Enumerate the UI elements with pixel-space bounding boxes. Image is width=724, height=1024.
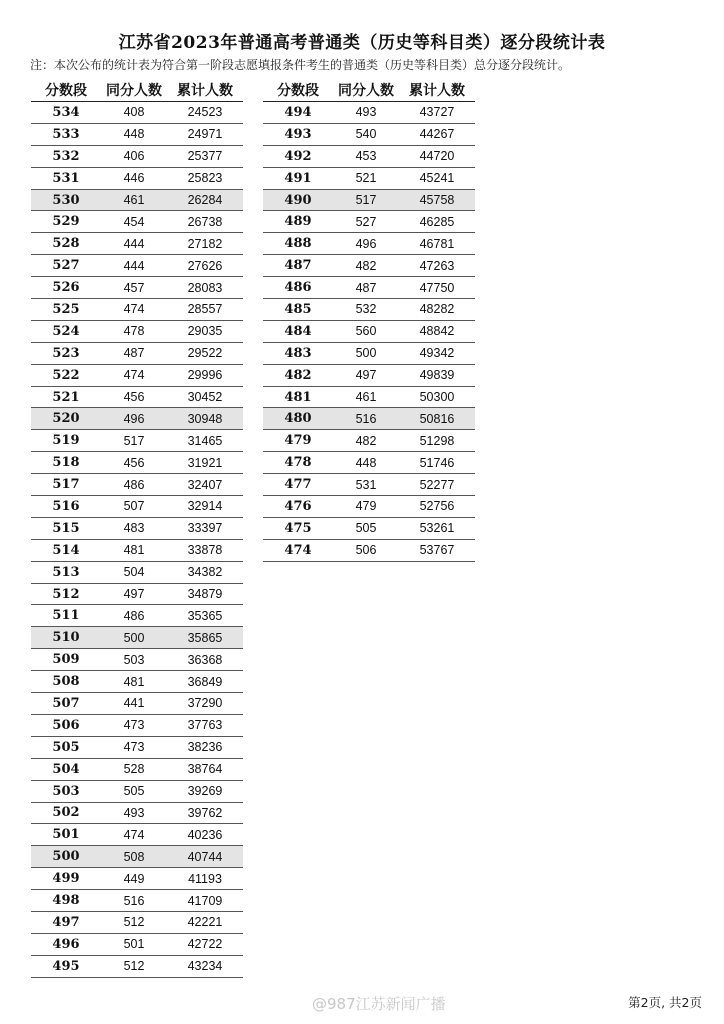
cell-same-count: 461 [355,390,377,405]
cell-same-count: 486 [123,477,145,492]
cell-same-count: 474 [123,302,145,317]
table-row [31,912,243,934]
cell-score: 492 [284,148,312,164]
cell-same-count: 505 [355,521,377,536]
cell-score: 494 [284,104,312,120]
table-row [263,102,475,124]
cell-same-count: 487 [123,346,145,361]
cell-same-count: 444 [123,236,145,251]
table-row [263,474,475,496]
table-row [31,737,243,759]
cell-same-count: 512 [123,915,145,930]
table-row [263,190,475,212]
cell-score: 531 [52,170,80,186]
table-header [31,78,243,102]
table-note: 注：本次公布的统计表为符合第一阶段志愿填报条件考生的普通类（历史等科目类）总分逐分段统计。 [30,58,571,72]
cell-same-count: 406 [123,149,145,164]
cell-cumulative: 26738 [187,214,223,229]
cell-same-count: 516 [355,411,377,426]
table-row [31,715,243,737]
cell-same-count: 473 [123,718,145,733]
cell-cumulative: 41193 [188,871,222,886]
cell-same-count: 482 [355,433,377,448]
cell-same-count: 521 [355,171,377,186]
cell-score: 475 [284,520,312,536]
table-row [31,562,243,584]
cell-same-count: 497 [123,587,145,602]
table-row [263,124,475,146]
cell-score: 476 [284,498,312,514]
cell-same-count: 482 [355,258,377,273]
cell-cumulative: 32407 [187,477,223,492]
cell-cumulative: 33878 [187,543,223,558]
cell-cumulative: 47263 [419,258,455,273]
cell-same-count: 532 [355,302,377,317]
cell-score: 511 [52,608,80,624]
cell-cumulative: 40744 [187,849,223,864]
table-row [31,584,243,606]
table-row [31,693,243,715]
cell-cumulative: 30948 [187,411,223,426]
cell-cumulative: 29996 [187,368,223,383]
table-row [31,956,243,978]
table-row [263,255,475,277]
table-row [31,627,243,649]
cell-cumulative: 46285 [419,214,455,229]
table-row [31,321,243,343]
cell-cumulative: 29522 [187,346,223,361]
cell-cumulative: 45758 [419,193,455,207]
cell-score: 508 [52,674,80,690]
table-row [263,233,475,255]
cell-cumulative: 36849 [187,674,223,689]
cell-score: 498 [52,893,80,908]
cell-cumulative: 51298 [419,433,455,448]
table-row [31,474,243,496]
cell-cumulative: 49839 [419,368,455,383]
cell-cumulative: 39762 [187,805,223,820]
table-row [31,671,243,693]
cell-cumulative: 31921 [187,455,223,470]
table-row [31,518,243,540]
cell-same-count: 448 [123,127,145,142]
cell-same-count: 444 [123,258,145,273]
cell-same-count: 496 [123,411,145,426]
cell-same-count: 461 [123,193,145,207]
cell-score: 528 [52,236,80,252]
table-row [31,387,243,409]
table-row [263,518,475,540]
cell-score: 496 [52,936,80,952]
cell-same-count: 528 [123,762,145,777]
table-row [263,408,475,430]
score-table-right [263,78,475,562]
table-row [31,190,243,212]
header-same-count: 同分人数 [106,82,162,99]
cell-score: 504 [52,761,80,777]
cell-score: 512 [52,586,80,602]
cell-score: 477 [284,477,312,493]
header-cumulative: 累计人数 [409,82,465,99]
cell-same-count: 473 [123,740,145,755]
cell-same-count: 456 [123,390,145,405]
table-row [31,540,243,562]
cell-cumulative: 36368 [187,652,223,667]
cell-cumulative: 30452 [187,390,223,405]
cell-score: 481 [284,389,312,405]
cell-cumulative: 52277 [419,477,455,492]
table-row [31,343,243,365]
cell-cumulative: 39269 [187,784,223,799]
cell-same-count: 474 [123,827,145,842]
table-row [31,365,243,387]
cell-score: 497 [52,914,80,930]
table-row [263,387,475,409]
cell-same-count: 446 [123,171,145,186]
table-row [263,321,475,343]
cell-cumulative: 29035 [187,324,223,339]
cell-same-count: 496 [355,236,377,251]
cell-cumulative: 42722 [187,937,223,952]
cell-score: 507 [52,695,80,711]
cell-cumulative: 48842 [419,324,455,339]
cell-score: 503 [52,783,80,799]
table-row [31,277,243,299]
cell-score: 529 [52,214,80,230]
header-cumulative: 累计人数 [177,82,233,99]
cell-score: 521 [52,389,80,405]
cell-score: 485 [284,301,312,317]
cell-score: 519 [52,433,80,449]
cell-score: 522 [52,367,80,383]
cell-cumulative: 43234 [187,959,223,974]
cell-score: 488 [284,236,312,252]
cell-cumulative: 38236 [187,740,223,755]
cell-same-count: 449 [123,871,145,886]
cell-cumulative: 47750 [419,280,455,295]
cell-same-count: 500 [123,630,145,645]
cell-same-count: 560 [355,324,377,339]
cell-same-count: 517 [355,193,377,207]
cell-same-count: 483 [123,521,145,536]
header-same-count: 同分人数 [338,82,394,99]
table-row [31,605,243,627]
cell-cumulative: 53767 [419,543,455,558]
cell-score: 510 [52,630,80,646]
table-row [31,452,243,474]
cell-same-count: 487 [355,280,377,295]
cell-score: 486 [284,280,312,296]
cell-score: 506 [52,717,80,733]
cell-cumulative: 50816 [419,411,455,426]
cell-same-count: 501 [123,937,145,952]
table-row [263,168,475,190]
cell-cumulative: 48282 [419,302,455,317]
table-row [263,146,475,168]
table-row [31,781,243,803]
cell-score: 513 [52,564,80,580]
table-row [31,299,243,321]
cell-same-count: 507 [123,499,145,514]
cell-cumulative: 37763 [187,718,223,733]
table-row [31,934,243,956]
cell-cumulative: 24971 [187,127,223,142]
table-row [31,211,243,233]
cell-cumulative: 41709 [187,893,223,908]
table-row [31,824,243,846]
cell-cumulative: 35865 [187,630,223,645]
cell-score: 490 [284,192,312,208]
cell-cumulative: 52756 [419,499,455,514]
cell-same-count: 457 [123,280,145,295]
header-score: 分数段 [277,82,319,99]
cell-cumulative: 37290 [187,696,223,711]
cell-score: 487 [284,258,312,274]
table-row [31,803,243,825]
cell-score: 517 [52,477,80,493]
cell-same-count: 441 [123,696,145,711]
cell-same-count: 503 [123,652,145,667]
cell-same-count: 517 [123,433,145,448]
cell-same-count: 504 [123,565,145,580]
cell-cumulative: 42221 [187,915,223,930]
cell-same-count: 448 [355,455,377,470]
table-row [31,408,243,430]
cell-cumulative: 50300 [419,390,455,405]
cell-cumulative: 27626 [187,258,223,273]
cell-same-count: 531 [355,477,377,492]
cell-same-count: 479 [355,499,377,514]
cell-cumulative: 26284 [187,193,223,207]
table-row [31,430,243,452]
cell-score: 505 [52,739,80,755]
cell-score: 483 [284,345,312,361]
cell-score: 478 [284,455,312,471]
cell-score: 520 [52,411,80,427]
cell-score: 491 [284,170,312,186]
score-table-left [31,78,243,978]
cell-score: 530 [52,192,80,208]
table-row [31,233,243,255]
cell-score: 527 [52,258,80,274]
cell-cumulative: 34382 [187,565,223,580]
cell-cumulative: 45241 [419,171,455,186]
cell-score: 493 [284,126,312,142]
cell-cumulative: 38764 [187,762,223,777]
cell-score: 514 [52,542,80,558]
page-number: 第2页, 共2页 [628,995,702,1010]
cell-same-count: 474 [123,368,145,383]
cell-same-count: 493 [355,105,377,120]
cell-cumulative: 33397 [187,521,223,536]
cell-same-count: 512 [123,959,145,974]
table-row [31,868,243,890]
cell-same-count: 508 [123,849,145,864]
cell-cumulative: 40236 [187,827,223,842]
cell-cumulative: 46781 [419,236,455,251]
table-row [31,890,243,912]
cell-same-count: 481 [123,674,145,689]
cell-score: 524 [52,323,80,339]
watermark: @987江苏新闻广播 [312,995,446,1013]
cell-score: 509 [52,652,80,668]
table-body [31,102,243,978]
table-row [263,277,475,299]
table-row [263,343,475,365]
cell-cumulative: 24523 [187,105,223,120]
cell-score: 484 [284,323,312,339]
cell-same-count: 456 [123,455,145,470]
cell-score: 501 [52,827,80,843]
cell-same-count: 497 [355,368,377,383]
table-row [31,146,243,168]
cell-same-count: 506 [355,543,377,558]
table-row [31,124,243,146]
cell-score: 502 [52,805,80,821]
cell-same-count: 478 [123,324,145,339]
cell-cumulative: 44720 [419,149,455,164]
cell-score: 516 [52,498,80,514]
cell-score: 489 [284,214,312,230]
header-score: 分数段 [45,82,87,99]
cell-score: 499 [52,871,80,887]
table-row [31,102,243,124]
cell-score: 474 [284,542,312,558]
table-body [263,102,475,562]
cell-same-count: 505 [123,784,145,799]
cell-score: 525 [52,301,80,317]
cell-score: 518 [52,455,80,471]
cell-same-count: 500 [355,346,377,361]
cell-same-count: 481 [123,543,145,558]
table-row [263,452,475,474]
cell-same-count: 540 [355,127,377,142]
cell-cumulative: 51746 [419,455,455,470]
table-header [263,78,475,102]
cell-cumulative: 27182 [187,236,223,251]
cell-score: 534 [52,104,80,120]
cell-score: 479 [284,433,312,449]
table-row [263,430,475,452]
cell-cumulative: 53261 [419,521,455,536]
cell-same-count: 516 [123,893,145,908]
table-row [263,365,475,387]
table-row [263,299,475,321]
cell-same-count: 408 [123,105,145,120]
cell-same-count: 493 [123,805,145,820]
cell-cumulative: 32914 [187,499,223,514]
cell-score: 482 [284,367,312,383]
cell-cumulative: 43727 [419,105,455,120]
page-title: 江苏省2023年普通高考普通类（历史等科目类）逐分段统计表 [118,33,606,53]
cell-cumulative: 28083 [187,280,223,295]
table-row [31,759,243,781]
table-row [31,255,243,277]
cell-cumulative: 34879 [187,587,223,602]
cell-cumulative: 25377 [187,149,223,164]
cell-same-count: 527 [355,214,377,229]
cell-score: 495 [52,958,80,974]
cell-cumulative: 31465 [187,433,223,448]
cell-cumulative: 49342 [419,346,455,361]
table-row [31,649,243,671]
cell-cumulative: 25823 [187,171,223,186]
cell-score: 480 [284,411,312,427]
cell-cumulative: 35365 [187,608,223,623]
cell-score: 526 [52,280,80,296]
table-row [263,496,475,518]
cell-score: 500 [52,849,80,865]
cell-score: 523 [52,345,80,361]
table-row [31,496,243,518]
cell-cumulative: 44267 [419,127,455,142]
table-row [263,211,475,233]
cell-same-count: 454 [123,214,145,229]
cell-same-count: 453 [355,149,377,164]
cell-same-count: 486 [123,608,145,623]
cell-score: 515 [52,520,80,536]
cell-score: 532 [52,148,80,164]
table-row [263,540,475,562]
cell-cumulative: 28557 [187,302,223,317]
cell-score: 533 [52,126,80,142]
table-row [31,846,243,868]
table-row [31,168,243,190]
